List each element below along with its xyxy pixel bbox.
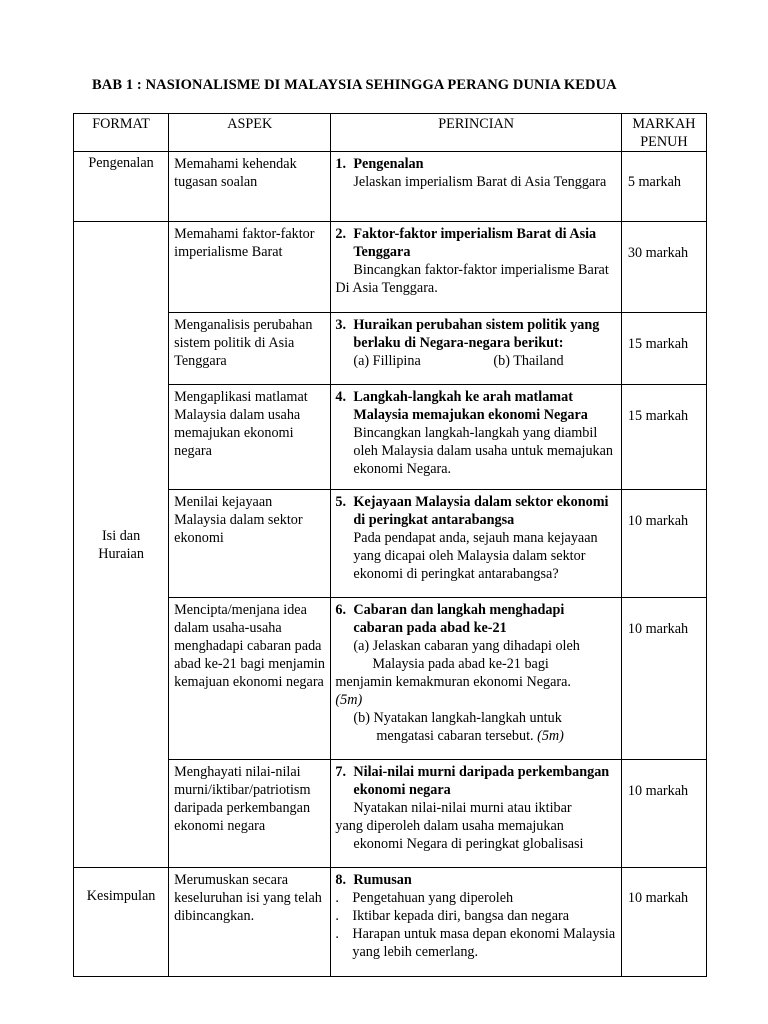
table-row — [74, 385, 707, 490]
aspek-cell: Menilai kejayaan Malaysia dalam sektor ekonomi — [169, 490, 331, 598]
perincian-cell: 6. Cabaran dan langkah menghadapi cabaran pada abad ke-21 (a) Jelaskan cabaran yang dihadapi oleh Malaysia pada abad ke-21 bagi menjamin kemakmuran ekonomi Negara. (5m) (b) Nyatakan langkah-langkah untuk mengatasi cabaran tersebut. (5m) — [331, 598, 621, 760]
aspek-cell: Mengaplikasi matlamat Malaysia dalam usaha memajukan ekonomi negara — [169, 385, 331, 490]
markah-cell: 10 markah — [621, 760, 706, 868]
markah-cell: 10 markah — [621, 868, 706, 977]
table-row — [74, 490, 707, 598]
header-markah-penuh: MARKAH PENUH — [621, 114, 706, 152]
header-perincian: PERINCIAN — [331, 114, 621, 152]
table-row — [74, 313, 707, 385]
aspek-cell: Mencipta/menjana idea dalam usaha-usaha menghadapi cabaran pada abad ke-21 bagi menjamin kemajuan ekonomi negara — [169, 598, 331, 760]
perincian-cell: 8. Rumusan . Pengetahuan yang diperoleh . Iktibar kepada diri, bangsa dan negara . Harapan untuk masa depan ekonomi Malaysia yang lebih cemerlang. — [331, 868, 621, 977]
perincian-cell: 4. Langkah-langkah ke arah matlamat Malaysia memajukan ekonomi Negara Bincangkan langkah-langkah yang diambil oleh Malaysia dalam usaha untuk memajukan ekonomi Negara. — [331, 385, 621, 490]
markah-cell: 5 markah — [621, 152, 706, 222]
header-format: FORMAT — [74, 114, 169, 152]
list-item: . Iktibar kepada diri, bangsa dan negara — [335, 908, 570, 924]
assignment-table — [73, 113, 707, 977]
markah-cell: 10 markah — [621, 490, 706, 598]
header-aspek: ASPEK — [169, 114, 331, 152]
markah-cell: 15 markah — [621, 385, 706, 490]
perincian-cell: 1. Pengenalan Jelaskan imperialism Barat di Asia Tenggara — [331, 152, 621, 222]
markah-cell: 15 markah — [621, 313, 706, 385]
perincian-cell: 2. Faktor-faktor imperialism Barat di Asia Tenggara Bincangkan faktor-faktor imperialisme Barat Di Asia Tenggara. — [331, 222, 621, 313]
table-header-row — [74, 114, 707, 152]
aspek-cell: Memahami faktor-faktor imperialisme Barat — [169, 222, 331, 313]
format-pengenalan: Pengenalan — [74, 152, 169, 222]
aspek-cell: Menganalisis perubahan sistem politik di Asia Tenggara — [169, 313, 331, 385]
markah-cell: 30 markah — [621, 222, 706, 313]
table-row — [74, 598, 707, 760]
aspek-cell: Menghayati nilai-nilai murni/iktibar/patriotism daripada perkembangan ekonomi negara — [169, 760, 331, 868]
perincian-cell: 7. Nilai-nilai murni daripada perkembangan ekonomi negara Nyatakan nilai-nilai murni atau iktibar yang diperoleh dalam usaha memajukan ekonomi Negara di peringkat globalisasi — [331, 760, 621, 868]
aspek-cell: Merumuskan secara keseluruhan isi yang telah dibincangkan. — [169, 868, 331, 977]
table-row — [74, 222, 707, 313]
format-kesimpulan: Kesimpulan — [74, 868, 169, 977]
table-row — [74, 152, 707, 222]
markah-cell: 10 markah — [621, 598, 706, 760]
format-isi-dan-huraian: Isi dan Huraian — [74, 222, 169, 868]
table-row — [74, 760, 707, 868]
list-item: . Harapan untuk masa depan ekonomi Malaysia yang lebih cemerlang. — [335, 926, 616, 960]
aspek-cell: Memahami kehendak tugasan soalan — [169, 152, 331, 222]
perincian-cell: 5. Kejayaan Malaysia dalam sektor ekonomi di peringkat antarabangsa Pada pendapat anda, sejauh mana kejayaan yang dicapai oleh Malaysia dalam sektor ekonomi di peringkat antarabangsa? — [331, 490, 621, 598]
list-item: . Pengetahuan yang diperoleh — [335, 890, 514, 906]
document-title: BAB 1 : NASIONALISME DI MALAYSIA SEHINGGA PERANG DUNIA KEDUA — [92, 77, 617, 93]
perincian-cell: 3. Huraikan perubahan sistem politik yang berlaku di Negara-negara berikut: (a) Fillipina (b) Thailand — [331, 313, 621, 385]
table-row — [74, 868, 707, 977]
